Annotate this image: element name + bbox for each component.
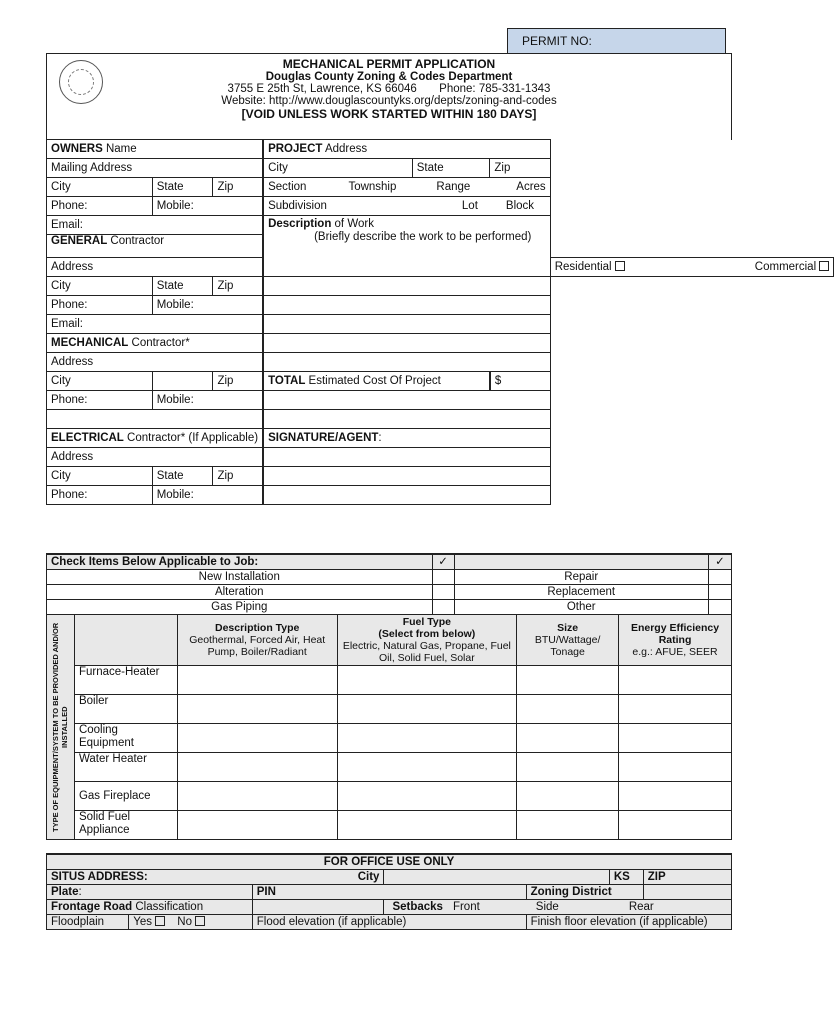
flood-elevation-field[interactable]: Flood elevation (if applicable) [252, 915, 526, 930]
size-cell[interactable] [517, 724, 619, 753]
project-subdivision-row[interactable]: Subdivision Lot Block [263, 197, 550, 216]
electrical-zip-field[interactable]: Zip [213, 467, 263, 486]
frontage-road-field[interactable]: Frontage Road Classification [47, 900, 253, 915]
electrical-state-field[interactable]: State [152, 467, 213, 486]
table-row [47, 811, 732, 840]
general-address-field[interactable]: Address [47, 258, 264, 277]
commercial-checkbox[interactable] [819, 261, 829, 271]
job-item-checkbox[interactable] [432, 570, 454, 585]
check-icon: ✓ [708, 554, 731, 570]
signature-line-1[interactable] [263, 448, 550, 467]
mechanical-phone-field[interactable]: Phone: [47, 391, 153, 410]
job-item-label: Repair [454, 570, 708, 585]
mechanical-state-field[interactable] [152, 372, 213, 391]
description-type-cell[interactable] [177, 811, 337, 840]
equipment-type-label: Water Heater [74, 753, 177, 782]
no-checkbox[interactable] [195, 916, 205, 926]
form-title: MECHANICAL PERMIT APPLICATION [282, 57, 496, 71]
zoning-district-field[interactable] [643, 885, 731, 900]
frontage-road-value[interactable] [252, 900, 384, 915]
fuel-type-cell[interactable] [337, 782, 517, 811]
situs-city-field[interactable] [384, 870, 609, 885]
owners-zip-field[interactable]: Zip [213, 178, 263, 197]
blank-row-2 [263, 410, 550, 429]
size-header: Size BTU/Wattage/ Tonage [517, 615, 619, 666]
electrical-address-field[interactable]: Address [47, 448, 264, 467]
general-email-field[interactable]: Email: [47, 315, 264, 334]
department-phone: Phone: 785-331-1343 [439, 83, 551, 95]
project-city-field[interactable]: City [263, 159, 412, 178]
office-use-title: FOR OFFICE USE ONLY [47, 854, 732, 870]
job-items-table [46, 553, 732, 615]
job-item-checkbox[interactable] [708, 585, 731, 600]
equipment-type-label: Boiler [74, 695, 177, 724]
owners-city-field[interactable]: City [47, 178, 153, 197]
electrical-contractor-field[interactable]: ELECTRICAL Contractor* (If Applicable) [47, 429, 264, 448]
project-state-field[interactable]: State [412, 159, 490, 178]
check-icon: ✓ [432, 554, 454, 570]
general-phone-field[interactable]: Phone: [47, 296, 153, 315]
project-section-row[interactable]: Section Township Range Acres [263, 178, 550, 197]
county-seal-icon [59, 60, 103, 104]
mechanical-city-field[interactable]: City [47, 372, 153, 391]
floodplain-label: Floodplain [47, 915, 129, 930]
mechanical-mobile-field[interactable]: Mobile: [152, 391, 263, 410]
owners-state-field[interactable]: State [152, 178, 213, 197]
equipment-vertical-label: TYPE OF EQUIPMENT/SYSTEM TO BE PROVIDED AND/OR INSTALLED [47, 615, 75, 840]
department-name: Douglas County Zoning & Codes Department [265, 71, 513, 83]
efficiency-cell[interactable] [619, 811, 732, 840]
pin-field[interactable]: PIN [252, 885, 526, 900]
mechanical-contractor-field[interactable]: MECHANICAL Contractor* [47, 334, 264, 353]
residential-checkbox[interactable] [615, 261, 625, 271]
job-item-checkbox[interactable] [432, 585, 454, 600]
permit-number-label: PERMIT NO: [522, 34, 592, 48]
description-line-3[interactable] [263, 315, 550, 334]
job-item-label: Gas Piping [47, 600, 433, 615]
efficiency-cell[interactable] [619, 724, 732, 753]
efficiency-cell[interactable] [619, 782, 732, 811]
owners-email-field[interactable]: Email: [47, 216, 264, 235]
description-type-cell[interactable] [177, 753, 337, 782]
general-zip-field[interactable]: Zip [213, 277, 263, 296]
general-contractor-field[interactable]: GENERAL Contractor [47, 235, 264, 258]
plate-field[interactable]: Plate: [47, 885, 253, 900]
description-type-cell[interactable] [177, 666, 337, 695]
job-item-checkbox[interactable] [432, 600, 454, 615]
electrical-city-field[interactable]: City [47, 467, 153, 486]
table-row [47, 724, 732, 753]
total-cost-label: TOTAL Estimated Cost Of Project [263, 372, 490, 391]
table-row [47, 782, 732, 811]
description-line-1[interactable] [263, 277, 550, 296]
job-item-label: Alteration [47, 585, 433, 600]
equipment-type-label: Solid Fuel Appliance [74, 811, 177, 840]
size-cell[interactable] [517, 782, 619, 811]
electrical-mobile-field[interactable]: Mobile: [152, 486, 263, 505]
description-type-cell[interactable] [177, 724, 337, 753]
situs-zip-field[interactable]: ZIP [643, 870, 731, 885]
fuel-type-header: Fuel Type (Select from below) Electric, Natural Gas, Propane, Fuel Oil, Solid Fuel, Solar [337, 615, 517, 666]
permit-number-field[interactable] [507, 28, 726, 54]
department-address: 3755 E 25th St, Lawrence, KS 66046 [227, 83, 417, 95]
situs-address-field[interactable]: SITUS ADDRESS: City [47, 870, 384, 885]
owners-mailing-field[interactable]: Mailing Address [47, 159, 264, 178]
description-field[interactable]: Description of Work (Briefly describe the work to be performed) [263, 216, 550, 277]
signature-field[interactable]: SIGNATURE/AGENT: [263, 429, 550, 448]
equipment-type-label: Furnace-Heater [74, 666, 177, 695]
total-cost-field[interactable]: $ [490, 372, 550, 391]
efficiency-cell[interactable] [619, 695, 732, 724]
general-mobile-field[interactable]: Mobile: [152, 296, 263, 315]
signature-line-2[interactable] [263, 467, 550, 486]
job-items-title: Check Items Below Applicable to Job: [47, 554, 433, 570]
zoning-district-label: Zoning District [526, 885, 643, 900]
mechanical-zip-field[interactable]: Zip [213, 372, 263, 391]
owners-name-field[interactable]: OWNERS Name [47, 140, 264, 159]
job-item-checkbox[interactable] [708, 600, 731, 615]
yes-checkbox[interactable] [155, 916, 165, 926]
equipment-table [46, 614, 732, 840]
signature-line-3[interactable] [263, 486, 550, 505]
size-cell[interactable] [517, 753, 619, 782]
description-type-cell[interactable] [177, 782, 337, 811]
description-line-5[interactable] [263, 353, 550, 372]
fuel-type-cell[interactable] [337, 666, 517, 695]
job-item-label: New Installation [47, 570, 433, 585]
efficiency-cell[interactable] [619, 753, 732, 782]
job-item-label: Replacement [454, 585, 708, 600]
description-type-header: Description Type Geothermal, Forced Air, Heat Pump, Boiler/Radiant [177, 615, 337, 666]
applicant-info-table [46, 139, 834, 505]
table-row [47, 695, 732, 724]
fuel-type-cell[interactable] [337, 695, 517, 724]
table-row [47, 666, 732, 695]
efficiency-header: Energy Efficiency Rating e.g.: AFUE, SEER [619, 615, 732, 666]
department-contact [47, 83, 731, 95]
size-cell[interactable] [517, 811, 619, 840]
equipment-type-label: Gas Fireplace [74, 782, 177, 811]
blank-row-left [47, 410, 264, 429]
size-cell[interactable] [517, 666, 619, 695]
equipment-header-blank [74, 615, 177, 666]
project-zip-field[interactable]: Zip [490, 159, 550, 178]
fuel-type-cell[interactable] [337, 724, 517, 753]
form-header [46, 53, 732, 140]
mechanical-address-field[interactable]: Address [47, 353, 264, 372]
floodplain-options: Yes No [129, 915, 252, 930]
owners-mobile-field[interactable]: Mobile: [152, 197, 263, 216]
description-line-4[interactable] [263, 334, 550, 353]
situs-ks: KS [609, 870, 643, 885]
description-type-cell[interactable] [177, 695, 337, 724]
equipment-type-label: Cooling Equipment [74, 724, 177, 753]
fuel-type-cell[interactable] [337, 811, 517, 840]
job-items-title-right [454, 554, 708, 570]
job-item-label: Other [454, 600, 708, 615]
general-city-field[interactable]: City [47, 277, 153, 296]
department-website: Website: http://www.douglascountyks.org/depts/zoning-and-codes [221, 95, 557, 107]
building-type-row: Residential Commercial [550, 258, 834, 277]
electrical-phone-field[interactable]: Phone: [47, 486, 153, 505]
office-use-table [46, 853, 732, 930]
setbacks-row[interactable]: Setbacks Front Side Rear [384, 900, 732, 915]
job-item-checkbox[interactable] [708, 570, 731, 585]
project-address-field[interactable]: PROJECT Address [263, 140, 550, 159]
table-row [47, 753, 732, 782]
general-state-field[interactable]: State [152, 277, 213, 296]
size-cell[interactable] [517, 695, 619, 724]
owners-phone-field[interactable]: Phone: [47, 197, 153, 216]
finish-floor-elevation-field[interactable]: Finish floor elevation (if applicable) [526, 915, 731, 930]
void-notice: [VOID UNLESS WORK STARTED WITHIN 180 DAYS] [241, 107, 537, 121]
description-line-2[interactable] [263, 296, 550, 315]
fuel-type-cell[interactable] [337, 753, 517, 782]
efficiency-cell[interactable] [619, 666, 732, 695]
blank-row-1 [263, 391, 550, 410]
